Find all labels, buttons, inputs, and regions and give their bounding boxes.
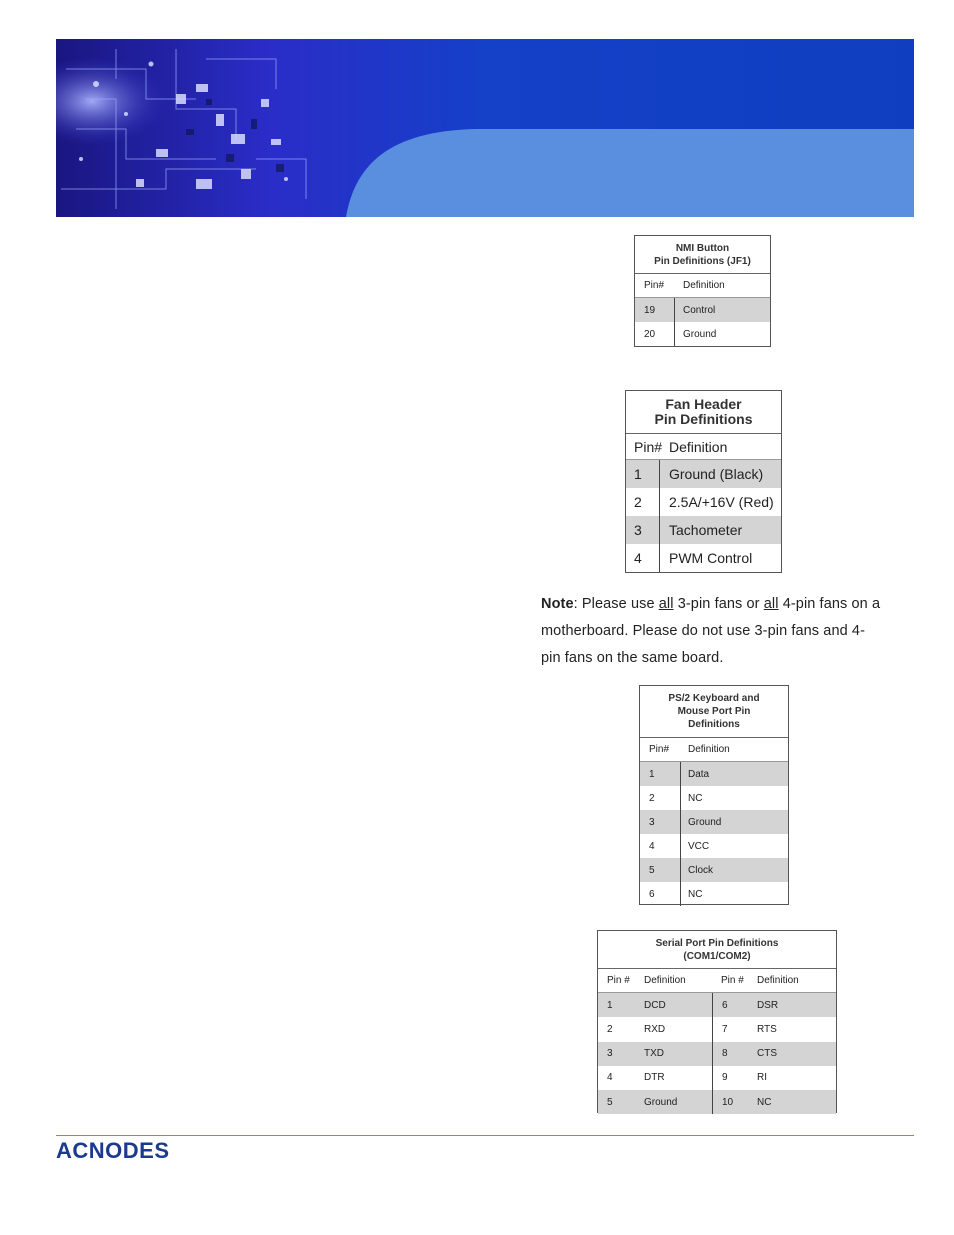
pin-cell: 5 xyxy=(607,1096,613,1108)
header-definition: Definition xyxy=(644,975,686,987)
pin-cell: 3 xyxy=(626,516,660,544)
pin-cell: 2 xyxy=(626,488,660,516)
definition-cell: DTR xyxy=(644,1072,665,1084)
caption-line: Definitions xyxy=(688,719,740,730)
caption-line: Fan Header xyxy=(665,396,742,412)
pin-cell: 2 xyxy=(640,786,681,810)
header-pin: Pin # xyxy=(721,975,744,987)
table-row xyxy=(598,993,836,1017)
definition-cell: NC xyxy=(688,792,703,804)
pin-cell: 20 xyxy=(635,322,675,346)
pin-cell: 10 xyxy=(712,1090,757,1114)
table-row xyxy=(598,1017,836,1041)
pin-cell: 8 xyxy=(712,1042,757,1066)
definition-cell: Ground xyxy=(683,328,717,340)
pin-cell: 6 xyxy=(640,882,681,906)
pin-cell: 3 xyxy=(607,1048,613,1060)
fan-header-pin-table xyxy=(625,390,782,573)
nmi-button-pin-table xyxy=(634,235,771,347)
definition-cell: RI xyxy=(757,1072,767,1084)
table-row xyxy=(640,858,788,882)
table-row xyxy=(626,516,781,544)
logo-text: ACNODES xyxy=(56,1138,170,1163)
pin-cell: 3 xyxy=(640,810,681,834)
note-text: 3-pin fans or xyxy=(673,596,764,612)
caption-line: NMI Button xyxy=(675,242,730,254)
definition-cell: Ground (Black) xyxy=(669,466,764,482)
table-row xyxy=(598,1066,836,1090)
circuit-board-image xyxy=(56,39,914,217)
table-row xyxy=(598,1042,836,1066)
caption-line: Pin Definitions (JF1) xyxy=(654,255,751,267)
pin-cell: 1 xyxy=(626,460,660,488)
table-caption xyxy=(640,686,788,738)
table-row xyxy=(640,762,788,786)
table-row xyxy=(640,882,788,906)
table-header-row xyxy=(598,969,836,993)
footer-divider xyxy=(56,1135,914,1136)
table-header-row xyxy=(635,274,770,298)
table-caption xyxy=(635,236,770,274)
caption-line: Serial Port Pin Definitions xyxy=(655,937,779,949)
header-pin: Pin# xyxy=(634,438,663,455)
pin-cell: 1 xyxy=(607,999,613,1011)
serial-port-pin-table xyxy=(597,930,837,1113)
table-row xyxy=(635,322,770,346)
pin-cell: 1 xyxy=(640,762,681,786)
header-definition: Definition xyxy=(757,975,799,987)
definition-cell: Data xyxy=(688,768,710,780)
definition-cell: Tachometer xyxy=(669,522,743,538)
table-header-row xyxy=(640,738,788,762)
header-banner xyxy=(56,39,914,217)
table-row xyxy=(640,786,788,810)
header-pin: Pin # xyxy=(607,975,630,987)
definition-cell: VCC xyxy=(688,840,710,852)
pin-cell: 9 xyxy=(712,1066,757,1090)
table-caption xyxy=(626,391,781,434)
table-row xyxy=(635,298,770,322)
table-row xyxy=(640,834,788,858)
table-row xyxy=(640,810,788,834)
header-pin: Pin# xyxy=(649,744,670,755)
caption-line: Mouse Port Pin xyxy=(677,706,751,717)
header-pin: Pin# xyxy=(644,280,665,291)
acnodes-logo xyxy=(56,1139,170,1163)
pin-cell: 6 xyxy=(712,993,757,1017)
definition-cell: NC xyxy=(688,888,703,900)
header-definition: Definition xyxy=(669,438,728,455)
definition-cell: Ground xyxy=(644,1096,678,1108)
definition-cell: DSR xyxy=(757,999,779,1011)
note-emphasis: all xyxy=(658,596,674,612)
table-row xyxy=(626,488,781,516)
definition-cell: PWM Control xyxy=(669,550,753,566)
caption-line: PS/2 Keyboard and xyxy=(668,693,760,704)
caption-line: (COM1/COM2) xyxy=(683,950,751,962)
table-row xyxy=(626,460,781,488)
ps2-keyboard-mouse-pin-table xyxy=(639,685,789,905)
table-row xyxy=(626,544,781,572)
pin-cell: 7 xyxy=(712,1017,757,1041)
table-row xyxy=(598,1090,836,1114)
definition-cell: TXD xyxy=(644,1048,664,1060)
note-emphasis: all xyxy=(763,596,779,612)
pin-cell: 5 xyxy=(640,858,681,882)
pin-cell: 4 xyxy=(607,1072,613,1084)
definition-cell: NC xyxy=(757,1096,772,1108)
definition-cell: Clock xyxy=(688,864,714,876)
definition-cell: Ground xyxy=(688,816,722,828)
header-definition: Definition xyxy=(683,280,725,291)
note-label: Note xyxy=(541,596,574,612)
table-header-row xyxy=(626,434,781,460)
caption-line: Pin Definitions xyxy=(654,411,753,427)
note-text: : Please use xyxy=(573,596,659,612)
pin-cell: 4 xyxy=(626,544,660,572)
definition-cell: RXD xyxy=(644,1023,666,1035)
note-text: 4-pin fans on a motherboard. Please do not use 3-pin fans and 4-pin fans on the same board. xyxy=(541,596,881,666)
pin-cell: 4 xyxy=(640,834,681,858)
header-definition: Definition xyxy=(688,744,730,755)
definition-cell: DCD xyxy=(644,999,666,1011)
definition-cell: RTS xyxy=(757,1023,777,1035)
definition-cell: Control xyxy=(683,304,716,316)
fan-note-paragraph xyxy=(541,591,881,672)
table-caption xyxy=(598,931,836,969)
pin-cell: 19 xyxy=(635,298,675,322)
definition-cell: CTS xyxy=(757,1048,777,1060)
pin-cell: 2 xyxy=(607,1023,613,1035)
definition-cell: 2.5A/+16V (Red) xyxy=(669,494,774,510)
